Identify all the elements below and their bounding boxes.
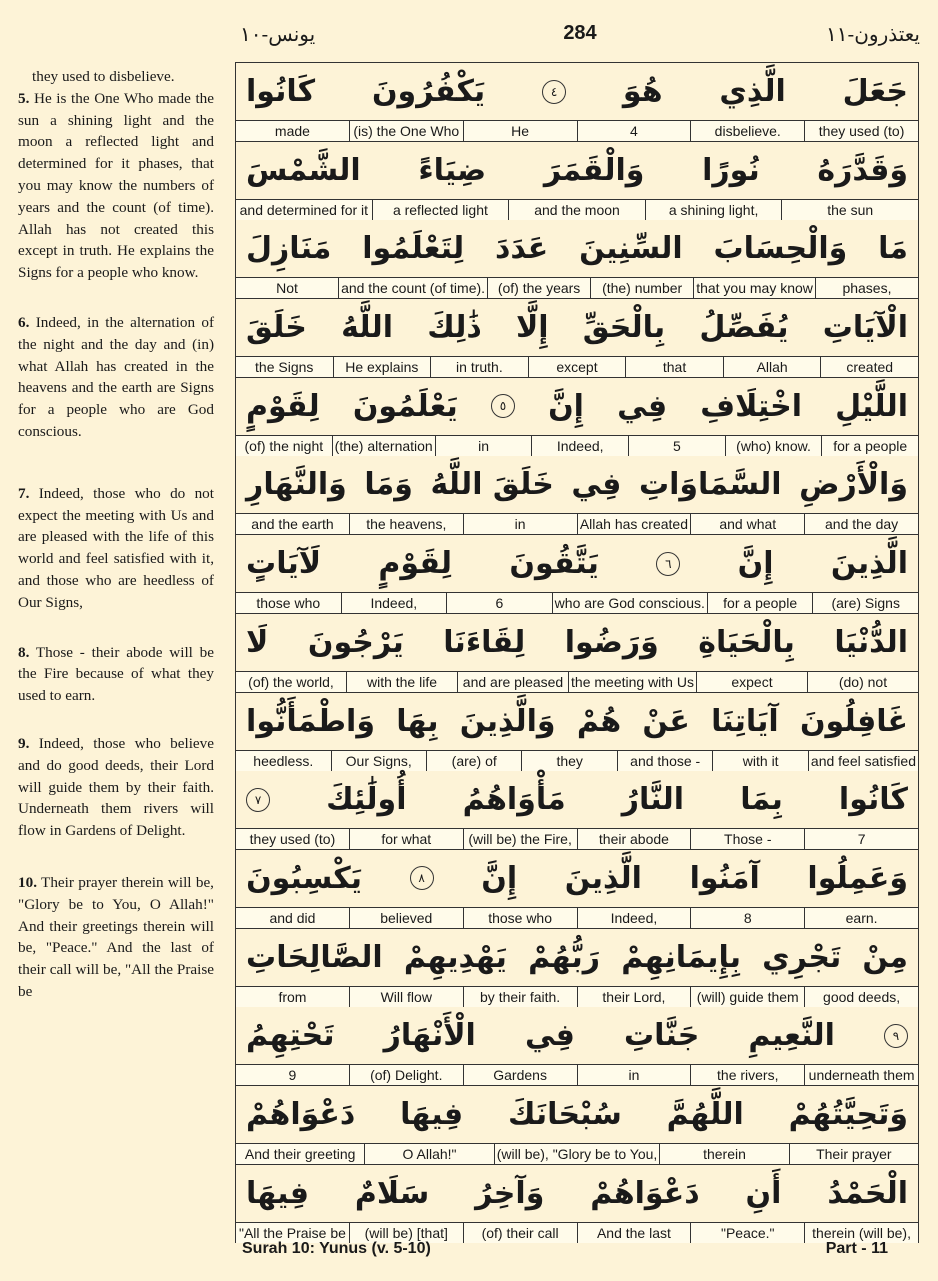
- verse-row: [236, 220, 918, 299]
- gloss-cell: (will be) the Fire,: [463, 829, 577, 849]
- gloss-cell: that: [625, 357, 723, 377]
- gloss-cell: with it: [712, 751, 807, 771]
- verse-marker: ٦: [656, 552, 680, 576]
- verse-row: [236, 456, 918, 535]
- gloss-cell: believed: [349, 908, 463, 928]
- english-gloss-line: [236, 513, 918, 534]
- gloss-cell: their Lord,: [577, 987, 691, 1007]
- gloss-cell: their abode: [577, 829, 691, 849]
- arabic-word: يَكْفُرُونَ: [371, 74, 486, 109]
- gloss-cell: (of) their call: [463, 1223, 577, 1243]
- arabic-word: فِي: [617, 388, 668, 424]
- gloss-cell: and did: [269, 909, 316, 926]
- gloss-cell: a shining light,: [645, 200, 782, 220]
- gloss-cell: and the count (of time).: [338, 278, 487, 298]
- arabic-word: ذَٰلِكَ: [427, 310, 482, 346]
- arabic-word: الَّذِينَ: [564, 860, 642, 896]
- gloss-cell: the meeting with Us: [568, 672, 696, 692]
- arabic-word: مِنْ: [862, 939, 908, 975]
- arabic-word: اللَّيْلِ: [835, 388, 908, 424]
- verse-number: 7.: [18, 484, 30, 502]
- arabic-word: هُوَ: [622, 74, 663, 109]
- english-gloss-line: [236, 356, 918, 377]
- arabic-word: بِالْحَيَاةِ: [698, 624, 795, 660]
- translation-paragraph: [18, 642, 214, 707]
- arabic-word: إِلَّا: [515, 310, 549, 346]
- gloss-cell: except: [528, 357, 626, 377]
- arabic-word: وَالَّذِينَ: [459, 703, 556, 739]
- arabic-line: [236, 63, 918, 120]
- verse-marker: ٤: [542, 80, 566, 104]
- gloss-cell: phases,: [815, 278, 918, 298]
- verse-number: 6.: [18, 313, 30, 331]
- translation-text: Indeed, those who believe and do good deeds, their Lord will guide them by their faith. Underneath them rivers will flow in Gardens of Delight.: [18, 734, 214, 840]
- arabic-word: السِّنِينَ: [579, 231, 683, 267]
- gloss-cell: those who: [463, 908, 577, 928]
- gloss-cell: And the last: [577, 1223, 691, 1243]
- translation-text: He is the One Who made the sun a shining light and the moon a reflected light and determined for it phases, that you may know the numbers of years and the count (of time). Allah has not created this except in truth. He explains the Signs for a people who know.: [18, 89, 215, 282]
- gloss-cell: 5: [628, 436, 725, 456]
- gloss-cell: "All the Praise be: [238, 1224, 346, 1241]
- gloss-cell: therein (will be),: [804, 1223, 918, 1243]
- arabic-word: وَآخِرُ: [475, 1175, 545, 1211]
- verse-row: [236, 771, 918, 850]
- translation-column: [18, 66, 214, 1003]
- translation-text: they used to disbelieve.: [32, 68, 175, 85]
- arabic-word: وَالْحِسَابَ: [713, 231, 848, 267]
- arabic-line: [236, 220, 918, 277]
- arabic-word: السَّمَاوَاتِ: [638, 467, 782, 503]
- arabic-word: وَرَضُوا: [564, 624, 659, 660]
- gloss-cell: those who: [256, 595, 321, 612]
- footer-surah: Surah 10: Yunus (v. 5-10): [242, 1240, 431, 1257]
- arabic-word: لَآيَاتٍ: [246, 546, 322, 582]
- translation-paragraph: [18, 872, 214, 1003]
- arabic-word: لِقَوْمٍ: [378, 546, 453, 582]
- english-gloss-line: [236, 435, 918, 456]
- translation-text: Indeed, in the alternation of the night and the day and (in) what Allah has created in the heavens and the earth are Signs for a people who are God conscious.: [18, 313, 215, 440]
- arabic-word: سَلَامٌ: [354, 1175, 430, 1211]
- english-gloss-line: [236, 120, 918, 141]
- arabic-line: [236, 693, 918, 750]
- arabic-word: بِالْحَقِّ: [582, 310, 666, 346]
- gloss-cell: O Allah!": [364, 1144, 493, 1164]
- gloss-cell: for what: [349, 829, 463, 849]
- arabic-word: مَنَازِلَ: [246, 231, 332, 267]
- english-gloss-line: [236, 277, 918, 298]
- gloss-cell: Allah has created: [577, 514, 691, 534]
- gloss-cell: they used (to): [804, 121, 918, 141]
- arabic-word: النَّارُ: [621, 782, 685, 818]
- gloss-cell: and those -: [617, 751, 712, 771]
- arabic-word: بِمَا: [740, 782, 783, 818]
- gloss-cell: and what: [690, 514, 804, 534]
- gloss-cell: and feel satisfied: [808, 751, 918, 771]
- footer-part: Part - 11: [825, 1240, 888, 1257]
- gloss-cell: by their faith.: [463, 987, 577, 1007]
- gloss-cell: Those -: [690, 829, 804, 849]
- gloss-cell: 6: [446, 593, 552, 613]
- gloss-cell: 7: [804, 829, 918, 849]
- arabic-word: اللَّهُ: [341, 310, 394, 346]
- verse-marker: ٩: [884, 1024, 908, 1048]
- arabic-line: [236, 929, 918, 986]
- gloss-cell: who are God conscious.: [552, 593, 707, 613]
- arabic-word: دَعْوَاهُمْ: [246, 1096, 356, 1132]
- gloss-cell: (will) guide them: [690, 987, 804, 1007]
- arabic-word: تَحْتِهِمُ: [246, 1018, 335, 1054]
- gloss-cell: Our Signs,: [331, 751, 426, 771]
- gloss-cell: Indeed,: [531, 436, 628, 456]
- arabic-word: خَلَقَ: [246, 310, 307, 346]
- arabic-word: غَافِلُونَ: [799, 703, 908, 739]
- gloss-cell: Their prayer: [789, 1144, 918, 1164]
- arabic-word: الَّذِي: [719, 74, 786, 109]
- arabic-word: وَتَحِيَّتُهُمْ: [788, 1096, 908, 1132]
- gloss-cell: in: [435, 436, 532, 456]
- arabic-word: إِنَّ: [548, 388, 584, 424]
- arabic-word: اخْتِلَافِ: [700, 388, 803, 424]
- gloss-cell: (do) not: [807, 672, 918, 692]
- gloss-cell: 8: [690, 908, 804, 928]
- translation-paragraph: [18, 733, 214, 842]
- gloss-cell: that you may know: [693, 278, 815, 298]
- arabic-word: وَقَدَّرَهُ: [817, 152, 908, 188]
- arabic-line: [236, 1007, 918, 1064]
- arabic-word: أَنِ: [745, 1175, 782, 1211]
- verse-marker: ٧: [246, 788, 270, 812]
- arabic-line: [236, 299, 918, 356]
- arabic-word: إِنَّ: [737, 546, 774, 582]
- gloss-cell: Indeed,: [341, 593, 447, 613]
- english-gloss-line: [236, 671, 918, 692]
- gloss-cell: heedless.: [253, 752, 314, 769]
- arabic-word: فِي: [571, 467, 622, 503]
- english-gloss-line: [236, 907, 918, 928]
- arabic-word: مَأْوَاهُمُ: [462, 782, 566, 818]
- header-surah-arabic: يونس-١٠: [240, 22, 316, 46]
- arabic-word: وَالْقَمَرَ: [543, 152, 645, 188]
- gloss-cell: (of) Delight.: [349, 1065, 463, 1085]
- verse-row: [236, 1007, 918, 1086]
- arabic-word: وَمَا: [364, 467, 413, 503]
- translation-paragraph: [18, 483, 214, 614]
- gloss-cell: "Peace.": [690, 1223, 804, 1243]
- gloss-cell: and the moon: [508, 200, 645, 220]
- gloss-cell: (the) alternation: [332, 436, 435, 456]
- gloss-cell: (the) number: [590, 278, 693, 298]
- gloss-cell: (will be) [that]: [349, 1223, 463, 1243]
- gloss-cell: 9: [288, 1067, 297, 1084]
- gloss-cell: the heavens,: [349, 514, 463, 534]
- arabic-word: عَنْ: [642, 703, 690, 739]
- gloss-cell: Indeed,: [577, 908, 691, 928]
- gloss-cell: (of) the night: [244, 437, 324, 454]
- arabic-word: فِي: [524, 1018, 575, 1054]
- arabic-word: لِقَوْمٍ: [246, 388, 320, 424]
- gloss-cell: in truth.: [430, 357, 528, 377]
- arabic-line: [236, 850, 918, 907]
- gloss-cell: they: [521, 751, 616, 771]
- arabic-word: رَبُّهُمْ: [528, 939, 600, 975]
- arabic-line: [236, 771, 918, 828]
- verse-row: [236, 378, 918, 457]
- gloss-cell: disbelieve.: [690, 121, 804, 141]
- verse-number: 9.: [18, 734, 30, 752]
- english-gloss-line: [236, 199, 918, 220]
- gloss-cell: earn.: [804, 908, 918, 928]
- verse-row: [236, 142, 918, 221]
- page-number: 284: [563, 22, 597, 44]
- verse-marker: ٥: [491, 394, 515, 418]
- arabic-word: كَانُوا: [838, 782, 908, 818]
- verse-number: 10.: [18, 873, 37, 891]
- gloss-cell: with the life: [346, 672, 457, 692]
- gloss-cell: in: [463, 514, 577, 534]
- arabic-word: وَعَمِلُوا: [807, 860, 908, 896]
- gloss-cell: (who) know.: [725, 436, 822, 456]
- arabic-word: الصَّالِحَاتِ: [246, 939, 383, 975]
- arabic-line: [236, 378, 918, 435]
- arabic-word: نُورًا: [702, 152, 760, 188]
- gloss-cell: created: [820, 357, 918, 377]
- verse-row: [236, 614, 918, 693]
- verse-marker: ٨: [410, 866, 434, 890]
- arabic-word: يَعْلَمُونَ: [352, 388, 458, 424]
- gloss-cell: in: [577, 1065, 691, 1085]
- gloss-cell: the sun: [781, 200, 918, 220]
- arabic-line: [236, 614, 918, 671]
- gloss-cell: made: [274, 123, 310, 139]
- arabic-word: جَعَلَ: [842, 74, 908, 109]
- translation-text: Those - their abode will be the Fire because of what they used to earn.: [18, 643, 214, 705]
- gloss-cell: He: [463, 121, 577, 141]
- gloss-cell: for a people: [821, 436, 918, 456]
- arabic-word: يَتَّقُونَ: [509, 546, 599, 582]
- gloss-cell: (is) the One Who: [349, 121, 463, 141]
- verse-row: [236, 299, 918, 378]
- gloss-cell: Not: [276, 280, 298, 297]
- translation-text: Indeed, those who do not expect the meeting with Us and are pleased with the life of this world and feel satisfied with it, and those who are heedless of Our Signs,: [18, 484, 214, 611]
- arabic-word: وَاطْمَأَنُّوا: [246, 703, 375, 739]
- gloss-cell: for a people: [707, 593, 813, 613]
- arabic-word: يَكْسِبُونَ: [246, 860, 362, 896]
- gloss-cell: underneath them: [804, 1065, 918, 1085]
- gloss-cell: they used (to): [249, 831, 336, 848]
- translation-paragraph: [18, 312, 214, 443]
- verse-number: 8.: [18, 643, 30, 661]
- english-gloss-line: [236, 828, 918, 849]
- gloss-cell: (will be), "Glory be to You,: [494, 1144, 660, 1164]
- gloss-cell: And their greeting: [244, 1145, 356, 1162]
- gloss-cell: the Signs: [255, 359, 314, 376]
- verse-row: [236, 693, 918, 772]
- arabic-word: جَنَّاتِ: [624, 1018, 700, 1054]
- gloss-cell: therein: [659, 1144, 788, 1164]
- arabic-word: آيَاتِنَا: [711, 703, 779, 739]
- arabic-word: فِيهَا: [400, 1096, 464, 1132]
- arabic-word: لَا: [246, 624, 269, 660]
- gloss-cell: a reflected light: [372, 200, 509, 220]
- translation-text: Their prayer therein will be, "Glory be to You, O Allah!" And their greetings therein will be, "Peace." And the last of their call will be, "All the Praise be: [18, 873, 214, 1000]
- arabic-word: إِنَّ: [481, 860, 518, 896]
- arabic-word: سُبْحَانَكَ: [507, 1096, 622, 1132]
- gloss-cell: and determined for it: [239, 201, 369, 218]
- gloss-cell: and are pleased: [457, 672, 568, 692]
- arabic-word: هُمْ: [576, 703, 622, 739]
- gloss-cell: expect: [696, 672, 807, 692]
- verse-row: [236, 1165, 918, 1243]
- english-gloss-line: [236, 1064, 918, 1085]
- translation-paragraph: [18, 88, 214, 284]
- arabic-word: يَرْجُونَ: [307, 624, 404, 660]
- arabic-word: الْحَمْدُ: [827, 1175, 908, 1211]
- gloss-cell: He explains: [333, 357, 431, 377]
- arabic-word: مَا: [878, 231, 908, 267]
- arabic-word: وَالْأَرْضِ: [799, 467, 908, 503]
- arabic-word: عَدَدَ: [495, 231, 549, 267]
- word-by-word-grid: [235, 62, 919, 1243]
- gloss-cell: (are) of: [426, 751, 521, 771]
- verse-row: [236, 850, 918, 929]
- arabic-word: آمَنُوا: [689, 860, 760, 896]
- gloss-cell: Will flow: [349, 987, 463, 1007]
- arabic-word: اللَّهُمَّ: [666, 1096, 744, 1132]
- arabic-word: ضِيَاءً: [418, 152, 487, 188]
- arabic-word: الشَّمْسَ: [246, 152, 361, 188]
- arabic-line: [236, 1086, 918, 1143]
- header-juz-arabic: يعتذرون-١١: [826, 22, 920, 46]
- arabic-line: [236, 1165, 918, 1222]
- arabic-word: لِتَعْلَمُوا: [362, 231, 465, 267]
- arabic-line: [236, 142, 918, 199]
- arabic-word: يَهْدِيهِمْ: [403, 939, 507, 975]
- arabic-word: الَّذِينَ: [830, 546, 908, 582]
- arabic-line: [236, 456, 918, 513]
- gloss-cell: and the earth: [251, 516, 334, 533]
- gloss-cell: (are) Signs: [812, 593, 918, 613]
- arabic-word: الْآيَاتِ: [822, 310, 908, 346]
- gloss-cell: Gardens: [463, 1065, 577, 1085]
- verse-row: [236, 63, 918, 142]
- verse-number: 5.: [18, 89, 30, 107]
- english-gloss-line: [236, 1143, 918, 1164]
- gloss-cell: and the day: [804, 514, 918, 534]
- arabic-line: [236, 535, 918, 592]
- arabic-word: كَانُوا: [246, 74, 316, 109]
- arabic-word: بِإِيمَانِهِمْ: [621, 939, 741, 975]
- arabic-word: أُولَٰئِكَ: [326, 782, 407, 818]
- arabic-word: لِقَاءَنَا: [443, 624, 526, 660]
- verse-row: [236, 1086, 918, 1165]
- english-gloss-line: [236, 986, 918, 1007]
- arabic-word: بِهَا: [396, 703, 439, 739]
- arabic-word: تَجْرِي: [762, 939, 842, 975]
- translation-paragraph: [18, 66, 214, 88]
- arabic-word: الْأَنْهَارُ: [383, 1018, 476, 1054]
- arabic-word: يُفَصِّلُ: [699, 310, 789, 346]
- arabic-word: النَّعِيمِ: [748, 1018, 835, 1054]
- gloss-cell: good deeds,: [804, 987, 918, 1007]
- gloss-cell: 4: [577, 121, 691, 141]
- english-gloss-line: [236, 750, 918, 771]
- gloss-cell: Allah: [723, 357, 821, 377]
- verse-row: [236, 929, 918, 1008]
- arabic-word: دَعْوَاهُمْ: [590, 1175, 700, 1211]
- gloss-cell: from: [278, 988, 307, 1005]
- arabic-word: فِيهَا: [246, 1175, 309, 1211]
- gloss-cell: the rivers,: [690, 1065, 804, 1085]
- english-gloss-line: [236, 592, 918, 613]
- verse-row: [236, 535, 918, 614]
- arabic-word: خَلَقَ اللَّهُ: [430, 467, 554, 503]
- gloss-cell: (of) the world,: [248, 673, 334, 690]
- arabic-word: الدُّنْيَا: [834, 624, 908, 660]
- gloss-cell: (of) the years: [487, 278, 590, 298]
- arabic-word: وَالنَّهَارِ: [246, 467, 347, 503]
